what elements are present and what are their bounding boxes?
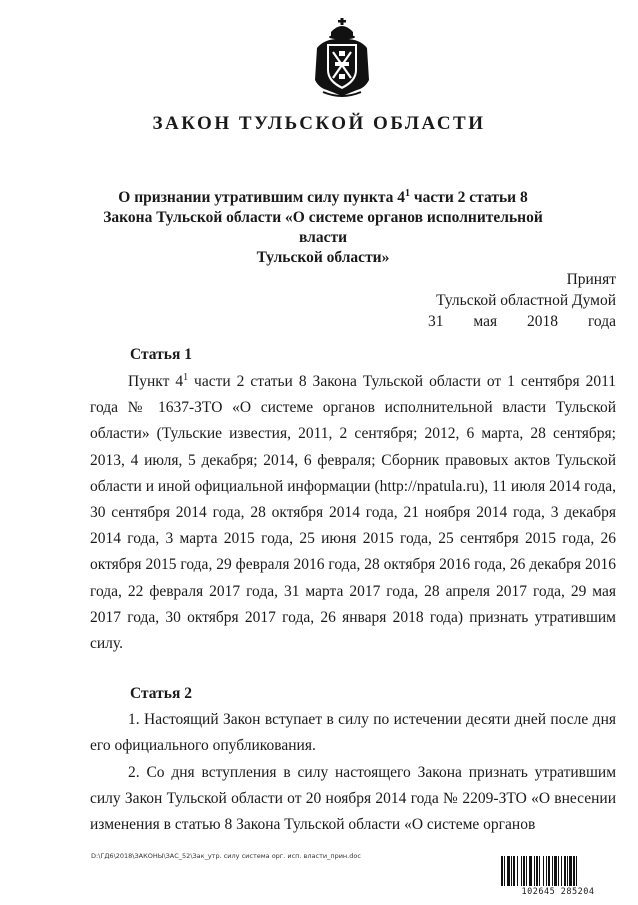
adopted-month: мая	[473, 313, 498, 330]
title-line3: Тульской области»	[256, 249, 390, 266]
law-title: ЗАКОН ТУЛЬСКОЙ ОБЛАСТИ	[152, 113, 486, 134]
title-line1-before: О признании утратившим силу пункта 4	[118, 189, 406, 206]
article1-text-after: части 2 статьи 8 Закона Тульской области от 1 сентября 2011 года № 1637-ЗТО «О системе органов исполнительной власти Тульской области» (Тульские известия, 2011, 2 сентября; 2012, 6 марта, 28 сентября; 2013, 4 июля, 5 декабря; 2014, 6 февраля; Сборник правовых актов Тульской области и иной официальной информации (http://npatula.ru), 11 июля 2014 года, 30 сентября 2014 года, 28 октября 2014 года, 21 ноября 2014 года, 3 декабря 2014 года, 3 марта 2015 года, 25 июня 2015 года, 25 сентября 2015 года, 26 октября 2015 года, 29 февраля 2016 года, 28 октября 2016 года, 26 декабря 2016 года, 22 февраля 2017 года, 31 марта 2017 года, 28 апреля 2017 года, 29 мая 2017 года, 30 октября 2017 года, 26 января 2018 года) признать утратившим силу.	[90, 373, 616, 653]
title-line1-after: части 2 статьи 8	[410, 189, 528, 206]
adopted-year: 2018	[527, 313, 559, 330]
document-title	[100, 188, 546, 268]
article1-text	[90, 369, 616, 657]
adopted-day: 31	[428, 313, 444, 330]
article2-heading: Статья 2	[130, 685, 192, 702]
adopted-by: Тульской областной Думой	[436, 292, 616, 309]
coat-of-arms-emblem	[313, 18, 371, 98]
article2-point2: 2. Со дня вступления в силу настоящего Закона признать утратившим силу Закон Тульской области от 20 ноября 2014 года № 2209-ЗТО «О внесении изменения в статью 8 Закона Тульской области «О системе органов	[90, 764, 616, 834]
article1-superscript: 1	[183, 371, 189, 383]
article1-heading: Статья 1	[130, 346, 192, 363]
article2-point1: 1. Настоящий Закон вступает в силу по истечении десяти дней после дня его официального опубликования.	[90, 711, 616, 755]
barcode	[500, 856, 616, 888]
title-superscript: 1	[405, 187, 411, 199]
article1-text-before: Пункт 4	[128, 373, 184, 390]
file-path: D:\ГД6\2018\ЗАКОНЫ\ЗАС_52\Зак_утр. силу система орг. исп. власти_прин.doc	[91, 852, 361, 860]
adopted-year-word: года	[587, 313, 616, 330]
adopted-label: Принят	[566, 271, 616, 288]
adoption-block	[428, 269, 616, 332]
adopted-date	[428, 311, 616, 332]
title-line2: Закона Тульской области «О системе органов исполнительной власти	[103, 209, 543, 246]
barcode-number: 102645 285204	[521, 887, 595, 897]
